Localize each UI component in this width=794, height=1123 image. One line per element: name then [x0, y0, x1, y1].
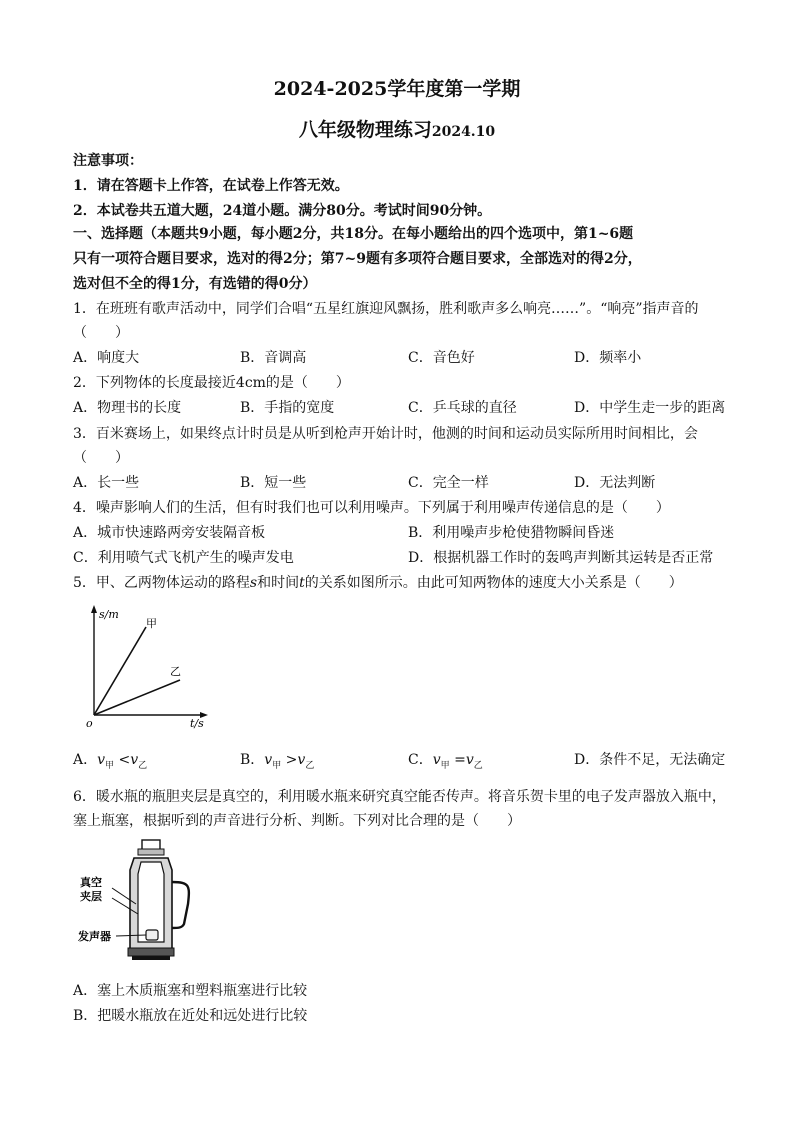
q6-option-a: A．塞上木质瓶塞和塑料瓶塞进行比较	[73, 983, 308, 999]
q6-option-b: B．把暖水瓶放在近处和远处进行比较	[73, 1008, 308, 1024]
thermos-handle-icon	[172, 882, 189, 928]
q2-stem: 2．下列物体的长度最接近4cm的是（ ）	[73, 375, 350, 391]
q1-option-d: D．频率小	[574, 350, 642, 366]
sound-device-label: 发声器	[78, 930, 111, 943]
line-yi-label: 乙	[170, 665, 181, 678]
exam-date: 2024.10	[431, 124, 496, 140]
q3-option-b: B．短一些	[240, 475, 307, 491]
q1-option-a: A．响度大	[73, 350, 140, 366]
q4-option-b: B．利用噪声步枪使猎物瞬间昏迷	[408, 525, 615, 541]
q4-stem: 4．噪声影响人们的生活，但有时我们也可以利用噪声。下列属于利用噪声传递信息的是（ ）	[73, 500, 670, 516]
origin-label: o	[86, 717, 93, 730]
q5-option-a: A．$v_甲 <v_乙$	[73, 752, 148, 771]
exam-subtitle	[0, 115, 794, 142]
q2-option-c: C．乒乓球的直径	[408, 400, 517, 416]
q5-option-b: B．$v_甲 >v_乙$	[240, 752, 315, 771]
y-axis-arrow	[91, 605, 97, 613]
note-item: 1．请在答题卡上作答，在试卷上作答无效。	[73, 178, 349, 194]
section-instructions: 选对但不全的得1分，有选错的得0分）	[73, 276, 317, 292]
q1-blank: （ ）	[73, 325, 129, 341]
sound-device-icon	[146, 930, 158, 940]
q5-option-c: C．$v_甲 =v_乙$	[408, 752, 483, 771]
q1-option-c: C．音色好	[408, 350, 475, 366]
section-instructions: 只有一项符合题目要求，选对的得2分；第7~9题有多项符合题目要求，全部选对的得2分，	[73, 251, 642, 267]
exam-title: 2024-2025学年度第一学期	[273, 78, 521, 100]
q5-st-graph	[82, 603, 212, 733]
q3-blank: （ ）	[73, 450, 129, 466]
notes-heading: 注意事项：	[73, 153, 143, 169]
q3-option-a: A．长一些	[73, 475, 140, 491]
q6-stem-line2: 塞上瓶塞，根据听到的声音进行分析、判断。下列对比合理的是（ ）	[73, 813, 521, 829]
q2-option-b: B．手指的宽度	[240, 400, 335, 416]
q1-stem: 1．在班班有歌声活动中，同学们合唱“五星红旗迎风飘扬，胜利歌声多么响亮……”。“响亮”指声音的	[73, 301, 699, 317]
q3-stem: 3．百米赛场上，如果终点计时员是从听到枪声开始计时，他测的时间和运动员实际所用时间相比，会	[73, 426, 698, 442]
vacuum-label: 真空	[80, 876, 102, 889]
line-yi	[94, 680, 180, 715]
q5-option-d: D．条件不足，无法确定	[574, 752, 726, 768]
vacuum-label: 夹层	[80, 890, 102, 903]
q4-option-d: D．根据机器工作时的轰鸣声判断其运转是否正常	[408, 550, 714, 566]
q2-option-d: D．中学生走一步的距离	[574, 400, 726, 416]
q1-option-b: B．音调高	[240, 350, 307, 366]
q4-option-a: A．城市快速路两旁安装隔音板	[73, 525, 266, 541]
q5-stem: 5．甲、乙两物体运动的路程s和时间t的关系如图所示。由此可知两物体的速度大小关系是（ ）	[73, 575, 683, 591]
line-jia-label: 甲	[146, 617, 157, 630]
line-jia	[94, 627, 146, 715]
q3-option-d: D．无法判断	[574, 475, 656, 491]
q4-option-c: C．利用喷气式飞机产生的噪声发电	[73, 550, 294, 566]
subject-title: 八年级物理练习	[298, 119, 432, 141]
q3-option-c: C．完全一样	[408, 475, 489, 491]
section-heading: 一、选择题（本题共9小题，每小题2分，共18分。在每小题给出的四个选项中，第1~6题	[73, 226, 634, 242]
x-axis-label: t/s	[190, 717, 204, 730]
q6-stem-line1: 6．暖水瓶的瓶胆夹层是真空的，利用暖水瓶来研究真空能否传声。将音乐贺卡里的电子发声器放入瓶中，	[73, 789, 726, 805]
note-item: 2．本试卷共五道大题，24道小题。满分80分。考试时间90分钟。	[73, 203, 492, 219]
q2-option-a: A．物理书的长度	[73, 400, 182, 416]
y-axis-label: s/m	[99, 608, 119, 621]
thermos-figure	[78, 838, 208, 966]
